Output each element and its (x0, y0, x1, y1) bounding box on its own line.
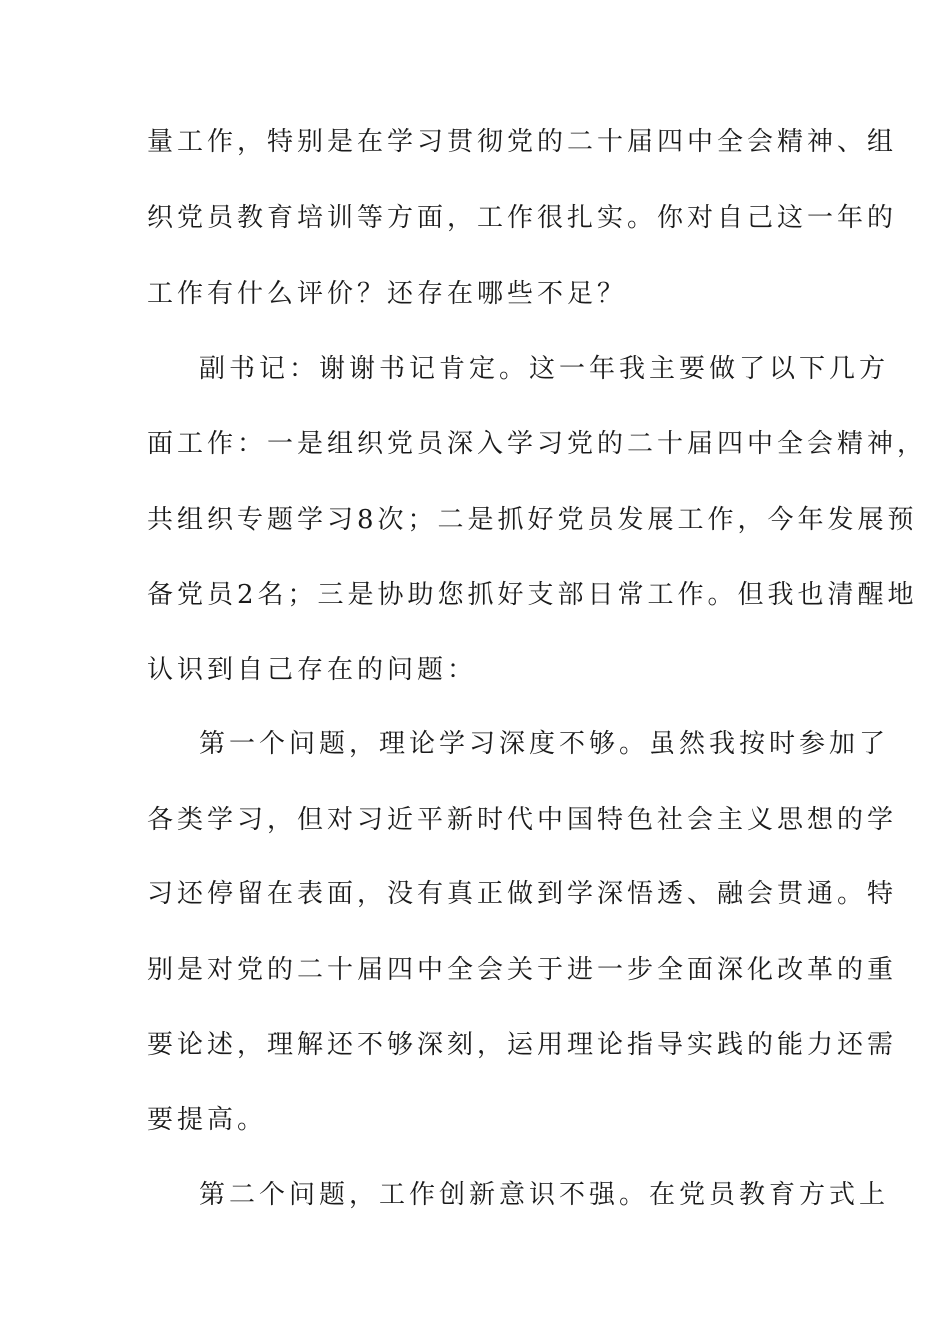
text-line-13: 要论述，理解还不够深刻，运用理论指导实践的能力还需 (147, 1030, 898, 1060)
text-line-6: 共组织专题学习8次；二是抓好党员发展工作，今年发展预 (147, 505, 918, 535)
text-line-1: 量工作，特别是在学习贯彻党的二十届四中全会精神、组 (147, 127, 898, 157)
text-line-10: 各类学习，但对习近平新时代中国特色社会主义思想的学 (147, 805, 898, 835)
paragraph-start-line-4: 副书记：谢谢书记肯定。这一年我主要做了以下几方 (199, 354, 890, 384)
text-line-3: 工作有什么评价？还存在哪些不足？ (147, 279, 628, 309)
text-line-8: 认识到自己存在的问题： (147, 655, 478, 685)
text-line-5: 面工作：一是组织党员深入学习党的二十届四中全会精神， (147, 429, 928, 459)
text-line-2: 织党员教育培训等方面，工作很扎实。你对自己这一年的 (147, 203, 898, 233)
text-line-14: 要提高。 (147, 1105, 268, 1135)
text-line-11: 习还停留在表面，没有真正做到学深悟透、融会贯通。特 (147, 879, 898, 909)
text-line-7: 备党员2名；三是协助您抓好支部日常工作。但我也清醒地 (147, 580, 918, 610)
paragraph-start-line-9: 第一个问题，理论学习深度不够。虽然我按时参加了 (199, 729, 890, 759)
text-line-12: 别是对党的二十届四中全会关于进一步全面深化改革的重 (147, 955, 898, 985)
paragraph-start-line-15: 第二个问题，工作创新意识不强。在党员教育方式上 (199, 1180, 890, 1210)
